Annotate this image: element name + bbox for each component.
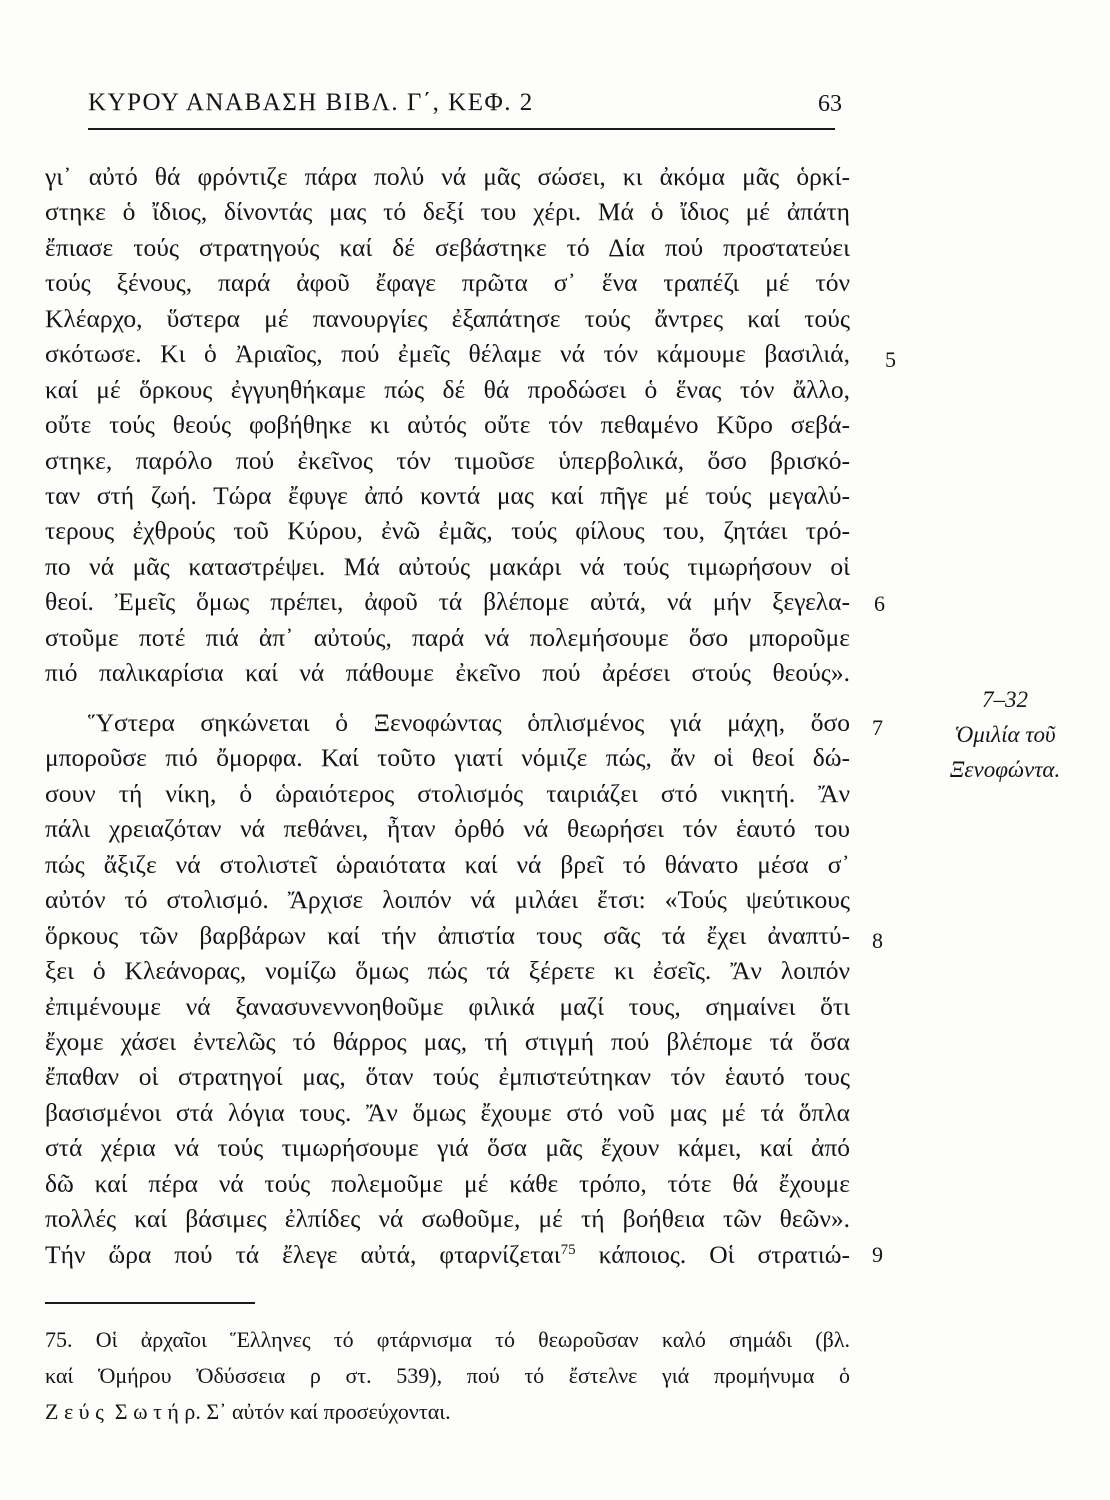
text-line: Κλέαρχο, ὕστερα μέ πανουργίες ἐξαπάτησε τούς ἄντρες καί τούς (45, 303, 850, 333)
text-line: ἔπαθαν οἱ στρατηγοί μας, ὅταν τούς ἐμπιστεύτηκαν τόν ἑαυτό τους (45, 1062, 850, 1092)
paragraph-2 (45, 705, 850, 1272)
page-number: 63 (818, 91, 842, 117)
sidenote-range: 7–32 (982, 687, 1028, 712)
text-line: πιό παλικαρίσια καί νά πάθουμε ἐκεῖνο πού ἀρέσει στούς θεούς». (45, 658, 850, 688)
footnote-line: 75. Οἱ ἀρχαῖοι Ἕλληνες τό φτάρνισμα τό θεωροῦσαν καλό σημάδι (βλ. (45, 1327, 850, 1352)
text-segment: κάποιος. Οἱ στρατιώ- (575, 1239, 850, 1269)
section-number: 7 (872, 715, 883, 740)
text-line: γι᾿ αὐτό θά φρόντιζε πάρα πολύ νά μᾶς σώσει, κι ἀκόμα μᾶς ὁρκί- (45, 162, 850, 191)
text-line: ἔχομε χάσει ἐντελῶς τό θάρρος μας, τή στιγμή πού βλέπομε τά ὅσα (45, 1026, 850, 1056)
text-line: ἔπιασε τούς στρατηγούς καί δέ σεβάστηκε τό Δία πού προστατεύει (45, 232, 850, 262)
text-line: βασισμένοι στά λόγια τους. Ἄν ὅμως ἔχουμε στό νοῦ μας μέ τά ὅπλα (45, 1097, 850, 1127)
text-line: ξει ὁ Κλεάνορας, νομίζω ὅμως πώς τά ξέρετε κι ἐσεῖς. Ἄν λοιπόν (45, 956, 850, 986)
text-line: ὅρκους τῶν βαρβάρων καί τήν ἀπιστία τους σᾶς τά ἔχει ἀναπτύ- (45, 920, 850, 950)
text-line: πώς ἄξιζε νά στολιστεῖ ὡραιότατα καί νά βρεῖ τό θάνατο μέσα σ᾿ (45, 849, 850, 879)
header-rule (88, 128, 835, 130)
text-line: οὔτε τούς θεούς φοβήθηκε κι αὐτός οὔτε τόν πεθαμένο Κῦρο σεβά- (45, 410, 850, 440)
text-segment: Τήν ὥρα πού τά ἔλεγε αὐτά, φταρνίζεται (45, 1239, 561, 1269)
text-line: σκότωσε. Κι ὁ Ἀριαῖος, πού ἐμεῖς θέλαμε νά τόν κάμουμε βασιλιά, (45, 339, 850, 369)
text-line: θεοί. Ἐμεῖς ὅμως πρέπει, ἀφοῦ τά βλέπομε αὐτά, νά μήν ξεγελα- (45, 587, 850, 617)
text-line (45, 1237, 850, 1272)
text-line: ἐπιμένουμε νά ξανασυνεννοηθοῦμε φιλικά μαζί τους, σημαίνει ὅτι (45, 991, 850, 1021)
section-number: 9 (872, 1242, 883, 1267)
text-line: πο νά μᾶς καταστρέψει. Μά αὐτούς μακάρι νά τούς τιμωρήσουν οἱ (45, 551, 850, 581)
text-line: στά χέρια νά τούς τιμωρήσουμε γιά ὅσα μᾶς ἔχουν κάμει, καί ἀπό (45, 1133, 850, 1163)
text-line: ταν στή ζωή. Τώρα ἔφυγε ἀπό κοντά μας καί πῆγε μέ τούς μεγαλύ- (45, 480, 850, 510)
text-line: στηκε, παρόλο πού ἐκεῖνος τόν τιμοῦσε ὑπερβολικά, ὅσο βρισκό- (45, 445, 850, 475)
text-line: καί μέ ὅρκους ἐγγυηθήκαμε πώς δέ θά προδώσει ὁ ἕνας τόν ἄλλο, (45, 374, 850, 404)
sidenote-title: Ὁμιλία τοῦ (954, 722, 1056, 747)
text-line: τερους ἐχθρούς τοῦ Κύρου, ἐνῶ ἐμᾶς, τούς φίλους του, ζητάει τρό- (45, 516, 850, 546)
section-number: 6 (874, 591, 885, 616)
text-line: σουν τή νίκη, ὁ ὡραιότερος στολισμός ταιριάζει στό νικητή. Ἄν (45, 778, 850, 808)
text-line: μποροῦσε πιό ὄμορφα. Καί τοῦτο γιατί νόμιζε πώς, ἄν οἱ θεοί δώ- (45, 743, 850, 773)
text-line: δῶ καί πέρα νά τούς πολεμοῦμε μέ κάθε τρόπο, τότε θά ἔχουμε (45, 1168, 850, 1198)
section-number: 8 (872, 928, 883, 953)
footnote-rule (45, 1302, 255, 1304)
running-title: ΚΥΡΟΥ ΑΝΑΒΑΣΗ ΒΙΒΛ. Γ΄, ΚΕΦ. 2 (88, 89, 534, 116)
sidenote (925, 682, 1085, 787)
text-line: στηκε ὁ ἴδιος, δίνοντάς μας τό δεξί του χέρι. Μά ὁ ἴδιος μέ ἀπάτη (45, 197, 850, 227)
text-line: Ὕστερα σηκώνεται ὁ Ξενοφώντας ὁπλισμένος γιά μάχη, ὅσο (88, 708, 850, 737)
sidenote-title: Ξενοφώντα. (949, 757, 1061, 782)
text-line: αὐτόν τό στολισμό. Ἄρχισε λοιπόν νά μιλάει ἔτσι: «Τούς ψεύτικους (45, 885, 850, 915)
text-line: πολλές καί βάσιμες ἐλπίδες νά σωθοῦμε, μέ τή βοήθεια τῶν θεῶν». (45, 1204, 850, 1234)
text-line: στοῦμε ποτέ πιά ἀπ᾿ αὐτούς, παρά νά πολεμήσουμε ὅσο μποροῦμε (45, 622, 850, 652)
footnote-reference[interactable]: 75 (560, 1241, 576, 1258)
footnote (45, 1322, 850, 1430)
paragraph-1 (45, 159, 850, 691)
footnote-line: Ζ ε ύ ς Σ ω τ ή ρ. Σ᾿ αὐτόν καί προσεύχονται. (45, 1399, 451, 1424)
text-line: τούς ξένους, παρά ἀφοῦ ἔφαγε πρῶτα σ᾿ ἕνα τραπέζι μέ τόν (45, 268, 850, 298)
section-number: 5 (885, 347, 896, 372)
footnote-line: καί Ὁμήρου Ὀδύσσεια ρ στ. 539), πού τό ἔστελνε γιά προμήνυμα ὁ (45, 1363, 850, 1388)
text-line: πάλι χρειαζόταν νά πεθάνει, ἦταν ὀρθό νά θεωρήσει τόν ἑαυτό του (45, 814, 850, 844)
